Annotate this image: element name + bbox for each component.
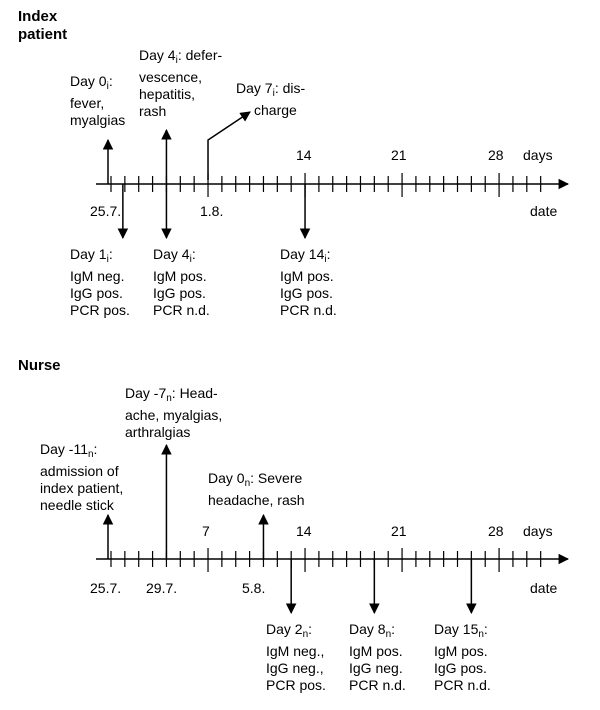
index-title-line1: Index	[18, 8, 58, 25]
nurse-axis-unit-date: date	[530, 580, 558, 596]
index-event-day7-line: charge	[254, 102, 297, 118]
index-result-line: IgG pos.	[280, 285, 333, 301]
index-tick-label-14: 14	[296, 147, 312, 163]
nurse-result-line: PCR n.d.	[349, 677, 406, 693]
nurse-result-line: IgG pos.	[434, 660, 487, 676]
index-event-day4-line: rash	[139, 103, 167, 119]
nurse-event-day0-title: Day $0_n$: Severe	[208, 470, 303, 489]
nurse-event-line: index patient,	[40, 480, 124, 496]
nurse-result-line: IgG neg.,	[266, 660, 324, 676]
index-axis-unit-days: days	[523, 147, 553, 163]
nurse-result-day15-title: Day $15_n$:	[434, 621, 488, 640]
nurse-result-line: IgM neg.,	[266, 643, 325, 659]
index-event-day7-title: Day $7_i$: dis-	[236, 80, 306, 99]
nurse-tick-label-7: 7	[202, 523, 210, 539]
nurse-event-line: arthralgias	[125, 424, 191, 440]
nurse-event-day-minus11	[40, 441, 123, 514]
nurse-result-line: IgM pos.	[434, 643, 488, 659]
index-result-line: PCR n.d.	[280, 302, 337, 318]
nurse-event-line: admission of	[40, 463, 119, 479]
nurse-result-line: PCR n.d.	[434, 677, 491, 693]
nurse-result-line: PCR pos.	[266, 677, 326, 693]
index-result-day14-title: Day $14_i$:	[280, 246, 331, 265]
nurse-date-label: 5.8.	[242, 580, 266, 596]
index-result-line: IgG pos.	[70, 285, 123, 301]
index-event-day0-line: myalgias	[70, 112, 126, 128]
index-result-line: IgM pos.	[153, 268, 207, 284]
index-result-line: IgG pos.	[153, 285, 206, 301]
index-tick-label-28: 28	[488, 147, 504, 163]
index-result-day14	[280, 246, 337, 319]
index-result-line: IgM pos.	[280, 268, 334, 284]
nurse-result-day8	[349, 621, 406, 694]
nurse-tick-label-28: 28	[488, 523, 504, 539]
nurse-result-line: IgG neg.	[349, 660, 403, 676]
nurse-event-line: headache, rash	[208, 492, 305, 508]
nurse-result-day2-title: Day $2_n$:	[266, 621, 313, 640]
index-tick-label-21: 21	[391, 147, 407, 163]
nurse-result-day15	[434, 621, 491, 694]
index-result-day1-title: Day $1_i$:	[70, 246, 113, 265]
nurse-axis-unit-days: days	[523, 523, 553, 539]
index-axis-unit-date: date	[530, 203, 558, 219]
nurse-event-day-minus7	[125, 385, 222, 441]
nurse-result-day2	[266, 621, 326, 694]
index-event-day0-line: fever,	[70, 95, 105, 111]
nurse-date-label: 29.7.	[146, 580, 178, 596]
index-date-label: 25.7.	[90, 203, 122, 219]
index-result-line: PCR n.d.	[153, 302, 210, 318]
index-event-day0	[70, 73, 125, 129]
nurse-event-day0	[208, 470, 305, 509]
index-result-line: IgM neg.	[70, 268, 125, 284]
nurse-event-day-minus7-title: Day $-7_n$: Head-	[125, 385, 218, 404]
nurse-title: Nurse	[18, 357, 61, 374]
index-event-day4-line: vescence,	[139, 69, 203, 85]
nurse-result-line: IgM pos.	[349, 643, 403, 659]
nurse-event-line: needle stick	[40, 497, 114, 513]
nurse-event-line: ache, myalgias,	[125, 407, 223, 423]
nurse-result-day8-title: Day $8_n$:	[349, 621, 396, 640]
index-title-line2: patient	[18, 26, 68, 43]
nurse-tick-label-21: 21	[391, 523, 407, 539]
nurse-event-day-minus11-title: Day $-11_n$:	[40, 441, 98, 460]
nurse-tick-label-14: 14	[296, 523, 312, 539]
index-result-line: PCR pos.	[70, 302, 130, 318]
index-event-day4-above	[139, 47, 222, 120]
index-event-day4-line: hepatitis,	[139, 86, 196, 102]
index-result-day4-title: Day $4_i$:	[153, 246, 196, 265]
index-result-day4	[153, 246, 210, 319]
index-event-day4-above-title: Day $4_i$: defer-	[139, 47, 223, 66]
index-patient-title	[18, 8, 67, 44]
index-result-day1	[70, 246, 130, 319]
index-arrow-discharge	[208, 112, 250, 180]
index-event-day0-title: Day $0_i$:	[70, 73, 113, 92]
index-date-label: 1.8.	[200, 203, 224, 219]
index-event-day7	[236, 80, 305, 119]
nurse-date-label: 25.7.	[90, 580, 122, 596]
